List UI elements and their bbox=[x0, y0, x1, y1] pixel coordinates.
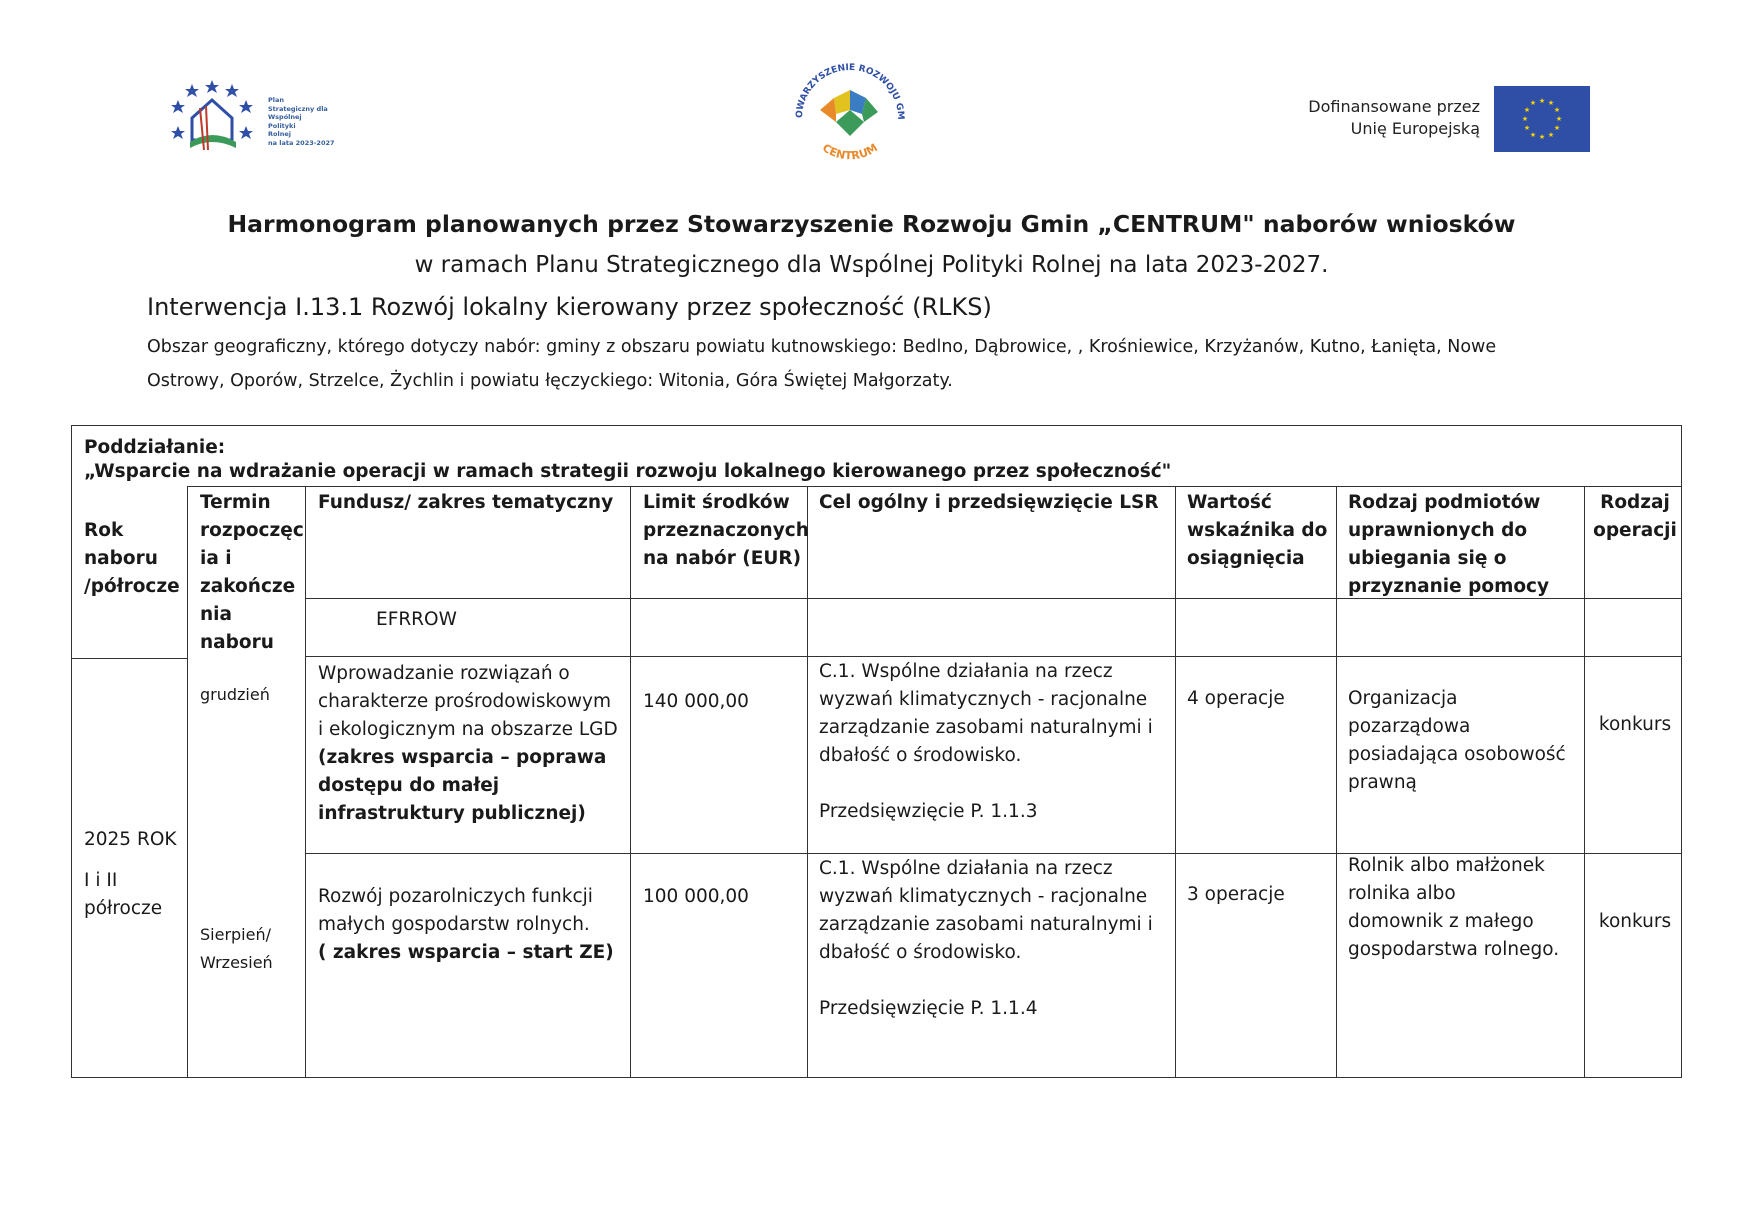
row1-zakres bbox=[318, 660, 618, 828]
psp-logo-line: Polityki bbox=[268, 121, 296, 130]
geographic-area-line: Obszar geograficzny, którego dotyczy nabór: gminy z obszaru powiatu kutnowskiego: Bedlno, Dąbrowice, , Krośniewice, Krzyżanów, Kutno, Łanięta, Nowe bbox=[147, 337, 1497, 357]
svg-text:CENTRUM bbox=[820, 141, 880, 162]
row2-podmiot bbox=[1348, 852, 1559, 964]
svg-text:★: ★ bbox=[1523, 106, 1531, 114]
header-wartosc-line: Wartość bbox=[1187, 492, 1272, 513]
row1-cel-line: zarządzanie zasobami naturalnymi i bbox=[819, 717, 1153, 738]
row2-zakres bbox=[318, 883, 614, 967]
row2-cel-line: dbałość o środowisko. bbox=[819, 942, 1022, 963]
row1-termin: grudzień bbox=[200, 685, 270, 704]
schedule-table bbox=[71, 425, 1682, 1078]
psp-logo-line: Rolnej bbox=[268, 130, 291, 139]
svg-text:★: ★ bbox=[1523, 124, 1531, 132]
header-limit bbox=[643, 489, 809, 573]
row1-zakres-line: charakterze prośrodowiskowym bbox=[318, 691, 611, 712]
row1-cel-line: dbałość o środowisko. bbox=[819, 745, 1022, 766]
table-vline bbox=[630, 486, 631, 1078]
header-limit-line: Limit środków bbox=[643, 492, 790, 513]
row1-podmiot-line: pozarządowa bbox=[1348, 716, 1471, 737]
geographic-area-line: Ostrowy, Oporów, Strzelce, Żychlin i powiatu łęczyckiego: Witonia, Góra Świętej Małgorzaty. bbox=[147, 371, 953, 391]
row1-zakres-line: Wprowadzanie rozwiązań o bbox=[318, 663, 570, 684]
row2-zakres-line: małych gospodarstw rolnych. bbox=[318, 914, 590, 935]
row2-podmiot-line: Rolnik albo małżonek bbox=[1348, 855, 1545, 876]
table-vline bbox=[1336, 486, 1337, 1078]
row1-cel-line: wyzwań klimatycznych - racjonalne bbox=[819, 689, 1148, 710]
row1-wartosc: 4 operacje bbox=[1187, 688, 1285, 709]
row1-cel-line: C.1. Wspólne działania na rzecz bbox=[819, 661, 1113, 682]
centrum-arc-top: OWARZYSZENIE ROZWOJU GM bbox=[794, 62, 906, 121]
header-rok bbox=[84, 517, 180, 601]
header-rodzaj-operacji-line: operacji bbox=[1593, 520, 1677, 541]
eu-text-line: Dofinansowane przez bbox=[1308, 97, 1480, 116]
eu-flag-icon bbox=[1494, 86, 1590, 152]
svg-text:★: ★ bbox=[1538, 133, 1546, 141]
psp-logo-line: Plan bbox=[268, 96, 285, 104]
row1-cel bbox=[819, 658, 1153, 826]
svg-text:★: ★ bbox=[1553, 106, 1561, 114]
year-cell bbox=[84, 826, 177, 923]
svg-text:★: ★ bbox=[1529, 99, 1537, 107]
year-cell-line: półrocze bbox=[84, 898, 163, 919]
header-rodzaj-operacji-line: Rodzaj bbox=[1600, 492, 1670, 513]
row2-cel bbox=[819, 855, 1153, 1023]
eu-stars-icon bbox=[1494, 86, 1590, 152]
eu-cofinancing-logo bbox=[1290, 84, 1590, 154]
centrum-emblem-icon bbox=[780, 52, 920, 168]
intervention-heading: Interwencja I.13.1 Rozwój lokalny kierowany przez społeczność (RLKS) bbox=[147, 293, 992, 321]
row1-zakres-bold-line: dostępu do małej bbox=[318, 775, 500, 796]
row2-przedsiewziecie: Przedsięwzięcie P. 1.1.4 bbox=[819, 998, 1038, 1019]
svg-text:★: ★ bbox=[1547, 99, 1555, 107]
eu-text-line: Unię Europejską bbox=[1350, 119, 1480, 138]
row1-zakres-bold-line: (zakres wsparcia – poprawa bbox=[318, 747, 607, 768]
psp-logo bbox=[170, 78, 390, 160]
row1-zakres-bold-line: infrastruktury publicznej) bbox=[318, 803, 586, 824]
row2-termin-line: Wrzesień bbox=[200, 953, 273, 972]
svg-text:★: ★ bbox=[1538, 97, 1546, 105]
header-termin-line: nia bbox=[200, 604, 232, 625]
header-limit-line: przeznaczonych bbox=[643, 520, 809, 541]
row1-podmiot bbox=[1348, 685, 1566, 797]
row2-limit: 100 000,00 bbox=[643, 886, 749, 907]
row1-podmiot-line: prawną bbox=[1348, 772, 1417, 793]
header-rodzaj-podmiotow-line: przyznanie pomocy bbox=[1348, 576, 1550, 597]
table-vline bbox=[1584, 486, 1585, 1078]
row2-rodzaj: konkurs bbox=[1598, 911, 1672, 932]
centrum-arc-bottom: CENTRUM bbox=[819, 141, 880, 163]
table-vline bbox=[807, 486, 808, 1078]
header-fundusz: Fundusz/ zakres tematyczny bbox=[318, 492, 614, 513]
table-vline bbox=[187, 486, 188, 1078]
table-vline bbox=[1175, 486, 1176, 1078]
row2-termin bbox=[200, 921, 273, 977]
row2-podmiot-line: rolnika albo bbox=[1348, 883, 1456, 904]
row2-cel-line: zarządzanie zasobami naturalnymi i bbox=[819, 914, 1153, 935]
header-rodzaj-podmiotow bbox=[1348, 489, 1549, 601]
header-termin-line: rozpoczęc bbox=[200, 520, 304, 541]
row2-cel-line: C.1. Wspólne działania na rzecz bbox=[819, 858, 1113, 879]
header-rok-line: /półrocze bbox=[84, 576, 180, 597]
header-rok-line: naboru bbox=[84, 548, 158, 569]
svg-text:★: ★ bbox=[1547, 131, 1555, 139]
header-wartosc bbox=[1187, 489, 1327, 573]
header-rodzaj-podmiotow-line: ubiegania się o bbox=[1348, 548, 1507, 569]
header-wartosc-line: wskaźnika do bbox=[1187, 520, 1328, 541]
header-termin-line: naboru bbox=[200, 632, 274, 653]
svg-text:★: ★ bbox=[1529, 131, 1537, 139]
row1-limit: 140 000,00 bbox=[643, 691, 749, 712]
row1-przedsiewziecie: Przedsięwzięcie P. 1.1.3 bbox=[819, 801, 1038, 822]
eu-cofinancing-text bbox=[1308, 96, 1480, 140]
header-rodzaj-operacji bbox=[1592, 489, 1678, 545]
row2-zakres-line: Rozwój pozarolniczych funkcji bbox=[318, 886, 593, 907]
row1-zakres-line: i ekologicznym na obszarze LGD bbox=[318, 719, 618, 740]
poddzialanie-name: „Wsparcie na wdrażanie operacji w ramach strategii rozwoju lokalnego kierowanego przez społeczność" bbox=[84, 461, 1172, 482]
row2-podmiot-line: domownik z małego bbox=[1348, 911, 1534, 932]
page-title: Harmonogram planowanych przez Stowarzyszenie Rozwoju Gmin „CENTRUM" naborów wniosków bbox=[227, 210, 1516, 238]
year-cell-line: 2025 ROK bbox=[84, 829, 177, 850]
header-termin-line: zakończe bbox=[200, 576, 296, 597]
header-cel: Cel ogólny i przedsięwzięcie LSR bbox=[819, 492, 1159, 513]
psp-logo-line: Strategiczny dla bbox=[268, 104, 328, 113]
psp-logo-text bbox=[268, 96, 335, 148]
row2-wartosc: 3 operacje bbox=[1187, 884, 1285, 905]
row1-podmiot-line: Organizacja bbox=[1348, 688, 1458, 709]
svg-text:★: ★ bbox=[1521, 115, 1529, 123]
header-fundusz-efrrow: EFRROW bbox=[376, 609, 457, 630]
header-rodzaj-podmiotow-line: Rodzaj podmiotów bbox=[1348, 492, 1541, 513]
psp-logo-line: Wspólnej bbox=[268, 113, 302, 122]
table-hline bbox=[187, 486, 1681, 487]
geographic-area bbox=[147, 330, 1607, 398]
row2-cel-line: wyzwań klimatycznych - racjonalne bbox=[819, 886, 1148, 907]
row2-termin-line: Sierpień/ bbox=[200, 925, 271, 944]
row2-zakres-bold-line: ( zakres wsparcia – start ZE) bbox=[318, 942, 614, 963]
centrum-logo bbox=[780, 52, 920, 168]
header-rok-line: Rok bbox=[84, 520, 124, 541]
header-termin bbox=[200, 489, 304, 657]
psp-emblem-icon bbox=[170, 78, 266, 160]
year-cell-line: I i II bbox=[84, 870, 118, 891]
header-termin-line: Termin bbox=[200, 492, 271, 513]
header-limit-line: na nabór (EUR) bbox=[643, 548, 802, 569]
page-subtitle: w ramach Planu Strategicznego dla Wspólnej Polityki Rolnej na lata 2023-2027. bbox=[414, 252, 1329, 278]
poddzialanie-label: Poddziałanie: bbox=[84, 437, 226, 458]
row2-podmiot-line: gospodarstwa rolnego. bbox=[1348, 939, 1560, 960]
header-wartosc-line: osiągnięcia bbox=[1187, 548, 1305, 569]
psp-logo-line: na lata 2023-2027 bbox=[268, 138, 335, 147]
svg-text:★: ★ bbox=[1553, 124, 1561, 132]
header-rodzaj-podmiotow-line: uprawnionych do bbox=[1348, 520, 1528, 541]
row1-rodzaj: konkurs bbox=[1598, 714, 1672, 735]
table-hline bbox=[305, 656, 1681, 657]
header-termin-line: ia i bbox=[200, 548, 232, 569]
table-hline bbox=[72, 658, 187, 659]
row1-podmiot-line: posiadająca osobowość bbox=[1348, 744, 1566, 765]
svg-text:★: ★ bbox=[1555, 115, 1563, 123]
table-vline bbox=[305, 486, 306, 1078]
